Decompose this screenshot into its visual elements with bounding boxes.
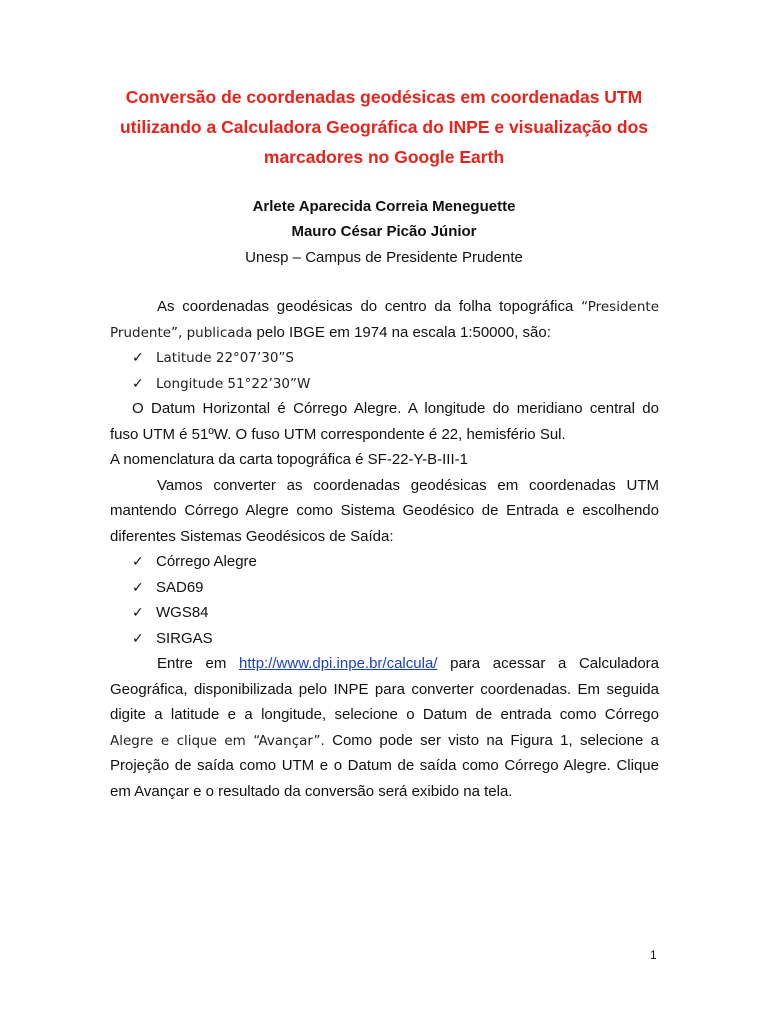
- paragraph-2-line-3: diferentes Sistemas Geodésicos de Saída:: [110, 527, 394, 545]
- paragraph-3-line-6: em Avançar e o resultado da conversão será exibido na tela.: [110, 782, 513, 800]
- paragraph-2-line-1: Vamos converter as coordenadas geodésicas em coordenadas UTM: [157, 476, 659, 494]
- paragraph-3-line-1: Entre em http://www.dpi.inpe.br/calcula/ para acessar a Calculadora: [157, 655, 659, 672]
- list-item-system: ✓ SIRGAS: [110, 626, 659, 652]
- list-item-longitude: ✓ Longitude 51°22’30”W: [110, 371, 659, 397]
- checkmark-icon: ✓: [132, 579, 144, 596]
- title-line-3: marcadores no Google Earth: [263, 147, 505, 167]
- paragraph-3-line-2: Geográfica, disponibilizada pelo INPE para converter coordenadas. Em seguida: [110, 680, 659, 698]
- list-item-system: ✓ Córrego Alegre: [110, 549, 659, 575]
- checkmark-icon: ✓: [132, 554, 144, 570]
- affiliation: Unesp – Campus de Presidente Prudente: [245, 249, 523, 266]
- list-item-latitude: ✓ Latitude 22°07’30”S: [110, 345, 659, 371]
- datum-line-1: O Datum Horizontal é Córrego Alegre. A longitude do meridiano central do: [132, 400, 659, 417]
- author-1: Arlete Aparecida Correia Meneguette: [252, 198, 516, 215]
- datum-line-2: fuso UTM é 51ºW. O fuso UTM correspondente é 22, hemisfério Sul.: [110, 425, 566, 443]
- checkmark-icon: ✓: [132, 350, 144, 366]
- paragraph-2-line-2: mantendo Córrego Alegre como Sistema Geodésico de Entrada e escolhendo: [110, 502, 659, 519]
- checkmark-icon: ✓: [132, 375, 144, 392]
- document-title: [100, 82, 668, 172]
- paragraph-1-line-2: Prudente”, publicada pelo IBGE em 1974 na escala 1:50000, são:: [110, 323, 551, 341]
- checkmark-icon: ✓: [132, 630, 144, 647]
- title-line-1: Conversão de coordenadas geodésicas em coordenadas UTM: [125, 87, 643, 107]
- page-number: 1: [650, 948, 657, 962]
- nomenclature-line: A nomenclatura da carta topográfica é SF-22-Y-B-III-1: [110, 451, 468, 468]
- checkmark-icon: ✓: [132, 605, 144, 621]
- document-body: [110, 294, 659, 804]
- list-item-system: ✓ SAD69: [110, 575, 659, 601]
- list-item-system: ✓ WGS84: [110, 600, 659, 626]
- calculadora-link[interactable]: http://www.dpi.inpe.br/calcula/: [239, 655, 438, 672]
- paragraph-3-line-5: Projeção de saída como UTM e o Datum de saída como Córrego Alegre. Clique: [110, 757, 659, 774]
- paragraph-3-line-4: Alegre e clique em “Avançar”. Como pode ser visto na Figura 1, selecione a: [110, 731, 659, 749]
- author-2: Mauro César Picão Júnior: [291, 223, 477, 240]
- title-line-2: utilizando a Calculadora Geográfica do INPE e visualização dos: [119, 117, 649, 137]
- paragraph-1-line-1: As coordenadas geodésicas do centro da folha topográfica “Presidente: [157, 298, 659, 315]
- paragraph-3-line-3: digite a latitude e a longitude, selecione o Datum de entrada como Córrego: [110, 706, 659, 723]
